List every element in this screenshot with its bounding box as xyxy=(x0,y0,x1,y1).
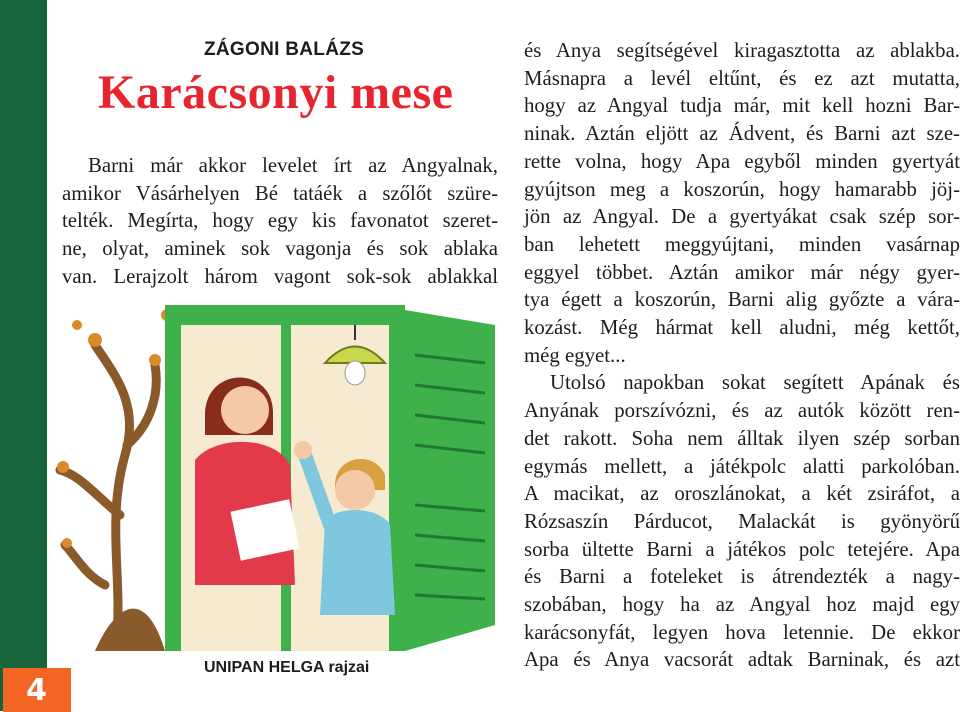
text-line: Rózsaszín Párducot, Malackát is gyönyörű xyxy=(524,509,960,533)
text-line: rette volna, hogy Apa egyből minden gyertyát xyxy=(524,149,960,173)
text-line: ninak. Aztán eljött az Ádvent, és Barni azt sze- xyxy=(524,122,960,146)
tree-branches xyxy=(60,345,156,651)
story-title: Karácsonyi mese xyxy=(98,66,454,119)
text-line: még egyet... xyxy=(524,343,626,367)
paragraph xyxy=(524,37,960,369)
paragraph xyxy=(524,369,960,674)
text-line: Apa és Anya vacsorát adtak Barninak, és azt xyxy=(524,648,960,672)
text-line: eggyel többet. Aztán amikor már négy gyer- xyxy=(524,260,960,284)
text-line: ne, olyat, aminek sok vagonja és sok ablaka xyxy=(62,237,498,261)
text-line: A macikat, az oroszlánokat, a két zsiráfot, a xyxy=(524,482,960,506)
text-line: jön az Angyal. De a gyertyákat csak szép sor- xyxy=(524,205,960,229)
text-line: det rakott. Soha nem álltak ilyen szép sorban xyxy=(524,426,960,450)
text-line: karácsonyfát, legyen hova letennie. De ekkor xyxy=(524,620,960,644)
text-line: Barni már akkor levelet írt az Angyalnak, xyxy=(88,154,498,177)
text-line: Utolsó napokban sokat segített Apának és xyxy=(550,371,960,395)
author-name: ZÁGONI BALÁZS xyxy=(204,39,365,60)
text-line: szobában, hogy ha az Angyal hoz majd egy xyxy=(524,593,960,617)
page-number-badge: 4 xyxy=(3,668,71,712)
text-line: Másnapra a levél eltűnt, és ez azt mutatta, xyxy=(524,66,960,90)
text-line: kozást. Még hármat kell aludni, még kettőt, xyxy=(524,316,960,340)
right-text-column xyxy=(524,37,960,674)
text-line: és Barni a foteleket is átrendezték a nagy- xyxy=(524,565,960,589)
text-line: és Anya segítségével kiragasztotta az ablakba. xyxy=(524,39,960,62)
text-line: gyújtson meg a koszorún, hogy hamarabb jöj- xyxy=(524,177,960,201)
text-line: sorba ültette Barni a játékos polc tetejére. Apa xyxy=(524,537,960,561)
text-line: hogy az Angyal tudja már, mit kell hozni Bar- xyxy=(524,94,960,118)
left-text-column xyxy=(62,152,498,291)
tree-trunk xyxy=(95,609,165,651)
right-shutter xyxy=(405,310,495,651)
window-illustration xyxy=(55,285,503,651)
text-line: Anyának porszívózni, és az autók között ren- xyxy=(524,399,960,423)
text-line: telték. Megírta, hogy egy kis favonatot szeret- xyxy=(62,209,498,233)
text-line: ban lehetett meggyújtani, minden vasárnap xyxy=(524,232,960,256)
green-sidebar-strip xyxy=(0,0,47,711)
text-line: van. Lerajzolt három vagont sok-sok ablakkal xyxy=(62,264,498,288)
illustration-caption: UNIPAN HELGA rajzai xyxy=(204,659,370,676)
text-line: amikor Vásárhelyen Bé tatáék a szőlőt szüre- xyxy=(62,181,498,205)
text-line: egymás mellett, a játékpolc alatti parkolóban. xyxy=(524,454,960,478)
text-line: tya égett a koszorún, Barni alig győzte a vára- xyxy=(524,288,960,312)
paragraph xyxy=(62,152,498,291)
